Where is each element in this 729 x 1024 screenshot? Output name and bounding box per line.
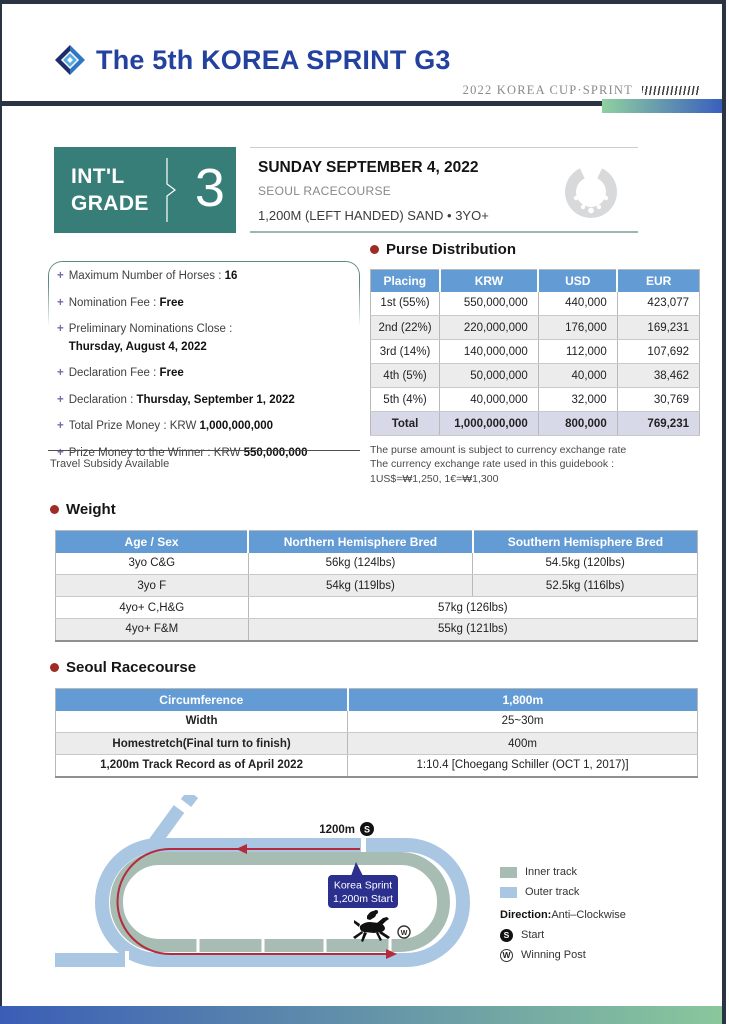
info-divider bbox=[48, 450, 360, 451]
racecourse-heading-text: Seoul Racecourse bbox=[66, 659, 197, 676]
table-cell: 3yo C&G bbox=[56, 553, 249, 575]
winning-post-badge-icon: W bbox=[500, 949, 513, 962]
column-header: USD bbox=[538, 270, 617, 292]
table-row bbox=[56, 619, 698, 641]
table-cell: Homestretch(Final turn to finish) bbox=[56, 733, 348, 755]
page-border-top bbox=[0, 0, 726, 4]
racehorse-icon bbox=[353, 910, 390, 942]
legend-direction bbox=[500, 905, 626, 925]
weight-section bbox=[50, 501, 700, 642]
table-row bbox=[56, 575, 698, 597]
table-row bbox=[371, 292, 700, 316]
table-cell: 5th (4%) bbox=[371, 388, 440, 412]
start-badge-icon: S bbox=[500, 929, 513, 942]
table-cell: 4yo+ C,H&G bbox=[56, 597, 249, 619]
section-bullet-icon bbox=[50, 663, 59, 672]
top-chute-tip bbox=[186, 795, 193, 803]
plus-icon: + bbox=[57, 270, 64, 282]
purse-heading-text: Purse Distribution bbox=[386, 241, 517, 258]
table-cell: 25~30m bbox=[348, 711, 698, 733]
table-cell: 169,231 bbox=[617, 316, 699, 340]
table-cell: 769,231 bbox=[617, 412, 699, 436]
info-item bbox=[57, 393, 357, 409]
track-legend bbox=[500, 862, 626, 965]
header bbox=[54, 44, 451, 76]
event-venue: SEOUL RACECOURSE bbox=[258, 184, 392, 198]
table-cell: 30,769 bbox=[617, 388, 699, 412]
section-bullet-icon bbox=[50, 505, 59, 514]
table-cell: 107,692 bbox=[617, 340, 699, 364]
table-cell: 550,000,000 bbox=[440, 292, 539, 316]
info-item-text: Prize Money to the Winner : KRW 550,000,000 bbox=[68, 446, 308, 459]
table-cell: 40,000,000 bbox=[440, 388, 539, 412]
legend-label: Outer track bbox=[525, 886, 580, 898]
track-diagram bbox=[55, 795, 495, 1000]
info-item-text: Declaration Fee : Free bbox=[68, 367, 184, 380]
purse-note-line: The purse amount is subject to currency exchange rate bbox=[370, 444, 627, 456]
header-rule bbox=[0, 101, 602, 106]
racecourse-heading bbox=[50, 659, 700, 676]
table-cell: 3yo F bbox=[56, 575, 249, 597]
page-title: The 5th KOREA SPRINT G3 bbox=[96, 44, 451, 75]
grade-label-line1: INT'L bbox=[71, 164, 125, 188]
legend-winning-post bbox=[500, 945, 626, 965]
table-cell: 800,000 bbox=[538, 412, 617, 436]
info-item bbox=[57, 419, 357, 435]
plus-icon: + bbox=[57, 296, 64, 309]
page-border-right bbox=[722, 0, 726, 1024]
table-cell: 220,000,000 bbox=[440, 316, 539, 340]
purse-table bbox=[370, 269, 700, 436]
grade-label bbox=[54, 163, 149, 218]
svg-text:1,200m Start: 1,200m Start bbox=[332, 893, 394, 905]
edition-label: 2022 KOREA CUP·SPRINT bbox=[462, 83, 633, 97]
table-cell: 176,000 bbox=[538, 316, 617, 340]
table-cell: 1,000,000,000 bbox=[440, 412, 539, 436]
legend-item bbox=[500, 882, 626, 902]
info-item bbox=[57, 296, 357, 312]
svg-text:W: W bbox=[400, 930, 408, 937]
hatch-marks-icon bbox=[642, 86, 700, 95]
info-item-text: Declaration : Thursday, September 1, 2022 bbox=[68, 393, 295, 406]
purse-notes bbox=[370, 443, 700, 486]
table-cell: 2nd (22%) bbox=[371, 316, 440, 340]
travel-subsidy-note: Travel Subsidy Available bbox=[50, 458, 170, 470]
plus-icon: + bbox=[57, 393, 64, 406]
table-cell: 423,077 bbox=[617, 292, 699, 316]
legend-item bbox=[500, 862, 626, 882]
table-cell: Width bbox=[56, 711, 348, 733]
footer-gradient-bar bbox=[0, 1006, 722, 1024]
column-header: Circumference bbox=[56, 689, 348, 711]
table-cell: 112,000 bbox=[538, 340, 617, 364]
horseshoe-icon bbox=[560, 160, 622, 220]
edition-banner bbox=[463, 83, 700, 98]
page-border-left bbox=[0, 0, 2, 1010]
legend-swatch-icon bbox=[500, 867, 517, 878]
racecourse-header-row bbox=[56, 689, 698, 711]
table-cell: 57kg (126lbs) bbox=[248, 597, 697, 619]
info-list bbox=[57, 269, 357, 472]
table-row bbox=[371, 340, 700, 364]
table-row bbox=[56, 755, 698, 777]
table-cell: 1,200m Track Record as of April 2022 bbox=[56, 755, 348, 777]
table-cell: 4th (5%) bbox=[371, 364, 440, 388]
purse-heading bbox=[370, 241, 700, 258]
info-item-text: Preliminary Nominations Close : Thursday, August 4, 2022 bbox=[68, 323, 233, 353]
section-bullet-icon bbox=[370, 245, 379, 254]
racecourse-section bbox=[50, 659, 700, 778]
weight-heading-text: Weight bbox=[66, 501, 116, 518]
svg-text:S: S bbox=[363, 824, 371, 835]
table-cell: 50,000,000 bbox=[440, 364, 539, 388]
table-cell: 32,000 bbox=[538, 388, 617, 412]
table-cell: 140,000,000 bbox=[440, 340, 539, 364]
table-row bbox=[56, 597, 698, 619]
table-cell: 1:10.4 [Choegang Schiller (OCT 1, 2017)] bbox=[348, 755, 698, 777]
legend-label: Inner track bbox=[525, 866, 577, 878]
info-item-text: Total Prize Money : KRW 1,000,000,000 bbox=[68, 420, 274, 433]
table-cell: 54kg (119lbs) bbox=[248, 575, 473, 597]
start-distance-label: 1200m bbox=[319, 824, 355, 836]
table-cell: 38,462 bbox=[617, 364, 699, 388]
table-row bbox=[371, 364, 700, 388]
column-header: Southern Hemisphere Bred bbox=[473, 531, 698, 553]
table-cell: 55kg (121lbs) bbox=[248, 619, 697, 641]
weight-header-row bbox=[56, 531, 698, 553]
info-item-text: Maximum Number of Horses : 16 bbox=[68, 270, 238, 282]
table-cell: Total bbox=[371, 412, 440, 436]
table-cell: 4yo+ F&M bbox=[56, 619, 249, 641]
table-row bbox=[56, 733, 698, 755]
info-item bbox=[57, 269, 357, 285]
table-cell: 52.5kg (116lbs) bbox=[473, 575, 698, 597]
column-header: Age / Sex bbox=[56, 531, 249, 553]
racecourse-table bbox=[55, 688, 698, 778]
column-header: 1,800m bbox=[348, 689, 698, 711]
grade-label-line2: GRADE bbox=[71, 192, 149, 215]
info-item-text: Nomination Fee : Free bbox=[68, 296, 184, 309]
table-row bbox=[371, 316, 700, 340]
table-cell: 56kg (124lbs) bbox=[248, 553, 473, 575]
event-date: SUNDAY SEPTEMBER 4, 2022 bbox=[258, 159, 479, 176]
table-cell: 400m bbox=[348, 733, 698, 755]
table-row bbox=[371, 388, 700, 412]
column-header: Placing bbox=[371, 270, 440, 292]
table-cell: 1st (55%) bbox=[371, 292, 440, 316]
plus-icon: + bbox=[57, 446, 64, 459]
grade-box bbox=[54, 147, 236, 233]
info-item bbox=[57, 366, 357, 382]
plus-icon: + bbox=[57, 323, 64, 336]
bracket-icon bbox=[163, 158, 179, 222]
event-conditions: 1,200M (LEFT HANDED) SAND • 3YO+ bbox=[258, 208, 489, 223]
plus-icon: + bbox=[57, 367, 64, 380]
weight-heading bbox=[50, 501, 700, 518]
column-header: KRW bbox=[440, 270, 539, 292]
svg-text:Korea Sprint: Korea Sprint bbox=[333, 879, 393, 892]
table-row bbox=[56, 711, 698, 733]
direction-value: Anti–Clockwise bbox=[551, 909, 626, 921]
header-gradient-bar bbox=[602, 99, 722, 113]
legend-swatch-icon bbox=[500, 887, 517, 898]
table-cell: 54.5kg (120lbs) bbox=[473, 553, 698, 575]
column-header: EUR bbox=[617, 270, 699, 292]
table-cell: 440,000 bbox=[538, 292, 617, 316]
purse-header-row bbox=[371, 270, 700, 292]
column-header: Northern Hemisphere Bred bbox=[248, 531, 473, 553]
info-item bbox=[57, 322, 357, 355]
legend-start bbox=[500, 925, 626, 945]
purse-total-row bbox=[371, 412, 700, 436]
purse-note-line: 1US$=₩1,250, 1€=₩1,300 bbox=[370, 472, 499, 485]
table-cell: 3rd (14%) bbox=[371, 340, 440, 364]
grade-number: 3 bbox=[194, 158, 225, 218]
purse-note-line: The currency exchange rate used in this guidebook : bbox=[370, 458, 614, 471]
table-cell: 40,000 bbox=[538, 364, 617, 388]
table-row bbox=[56, 553, 698, 575]
purse-section bbox=[370, 241, 700, 486]
legend-winning-post-label: Winning Post bbox=[521, 949, 586, 961]
kra-diamond-logo-icon bbox=[54, 44, 86, 76]
event-panel bbox=[250, 147, 638, 233]
plus-icon: + bbox=[57, 420, 64, 433]
direction-label: Direction: bbox=[500, 909, 552, 921]
weight-table bbox=[55, 530, 698, 642]
legend-start-label: Start bbox=[521, 929, 545, 941]
